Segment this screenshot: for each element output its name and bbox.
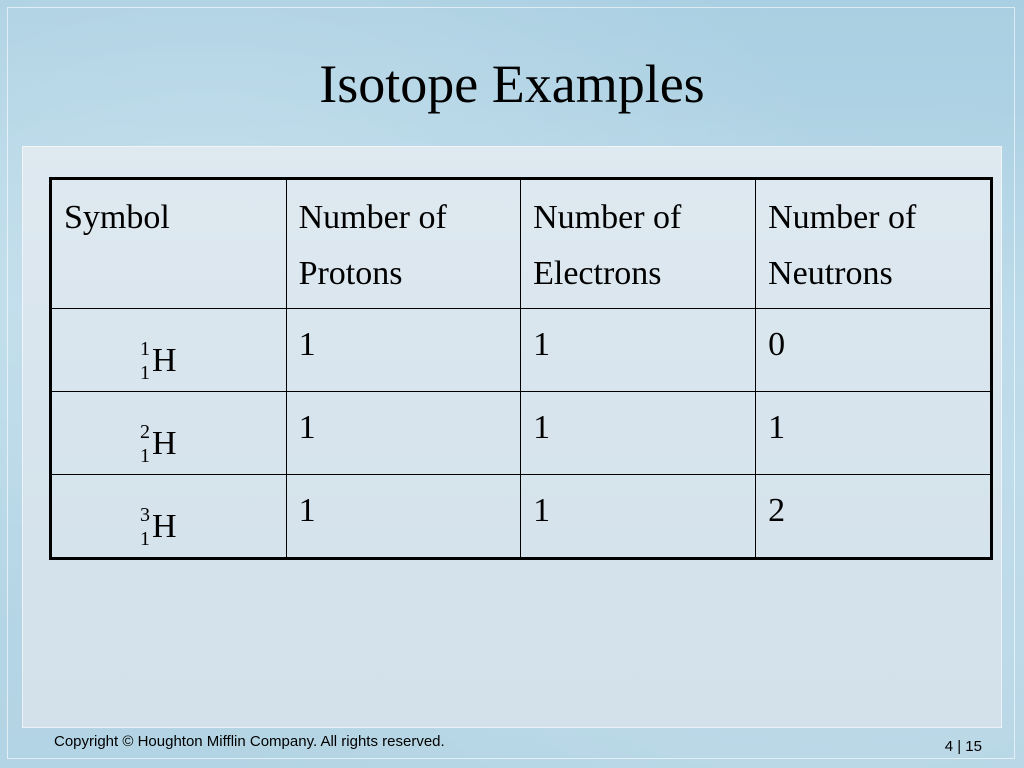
nuclide-symbol bbox=[140, 337, 177, 385]
symbol-cell bbox=[51, 392, 287, 475]
isotope-table bbox=[49, 177, 993, 560]
mass-number: 1 bbox=[140, 338, 150, 360]
mass-number: 3 bbox=[140, 504, 150, 526]
table-row bbox=[51, 309, 992, 392]
protons-cell: 1 bbox=[286, 475, 521, 559]
protons-cell: 1 bbox=[286, 309, 521, 392]
electrons-cell: 1 bbox=[521, 392, 756, 475]
header-cell-symbol bbox=[51, 179, 287, 309]
nuclide-symbol bbox=[140, 503, 177, 551]
mass-number: 2 bbox=[140, 421, 150, 443]
header-cell-electrons bbox=[521, 179, 756, 309]
header-electrons-line1: Number of bbox=[533, 199, 682, 236]
header-protons-line2: Protons bbox=[298, 255, 403, 292]
electrons-cell: 1 bbox=[521, 475, 756, 559]
element-symbol: H bbox=[152, 425, 177, 462]
atomic-number: 1 bbox=[140, 445, 150, 467]
footer-page-number: 4 | 15 bbox=[944, 738, 982, 755]
header-cell-neutrons bbox=[756, 179, 992, 309]
neutrons-cell: 1 bbox=[756, 392, 992, 475]
table-row bbox=[51, 392, 992, 475]
header-symbol-line1: Symbol bbox=[64, 199, 170, 236]
header-electrons-line2: Electrons bbox=[533, 255, 662, 292]
atomic-number: 1 bbox=[140, 362, 150, 384]
header-cell-protons bbox=[286, 179, 521, 309]
element-symbol: H bbox=[152, 508, 177, 545]
header-neutrons-line2: Neutrons bbox=[768, 255, 893, 292]
symbol-cell bbox=[51, 309, 287, 392]
electrons-cell: 1 bbox=[521, 309, 756, 392]
table-header-row bbox=[51, 179, 992, 309]
symbol-cell bbox=[51, 475, 287, 559]
table-row bbox=[51, 475, 992, 559]
nuclide-symbol bbox=[140, 420, 177, 468]
element-symbol: H bbox=[152, 342, 177, 379]
atomic-number: 1 bbox=[140, 528, 150, 550]
footer-copyright: Copyright © Houghton Mifflin Company. All rights reserved. bbox=[54, 733, 445, 750]
neutrons-cell: 0 bbox=[756, 309, 992, 392]
header-neutrons-line1: Number of bbox=[768, 199, 917, 236]
slide-title: Isotope Examples bbox=[319, 54, 705, 114]
neutrons-cell: 2 bbox=[756, 475, 992, 559]
protons-cell: 1 bbox=[286, 392, 521, 475]
header-protons-line1: Number of bbox=[298, 199, 447, 236]
